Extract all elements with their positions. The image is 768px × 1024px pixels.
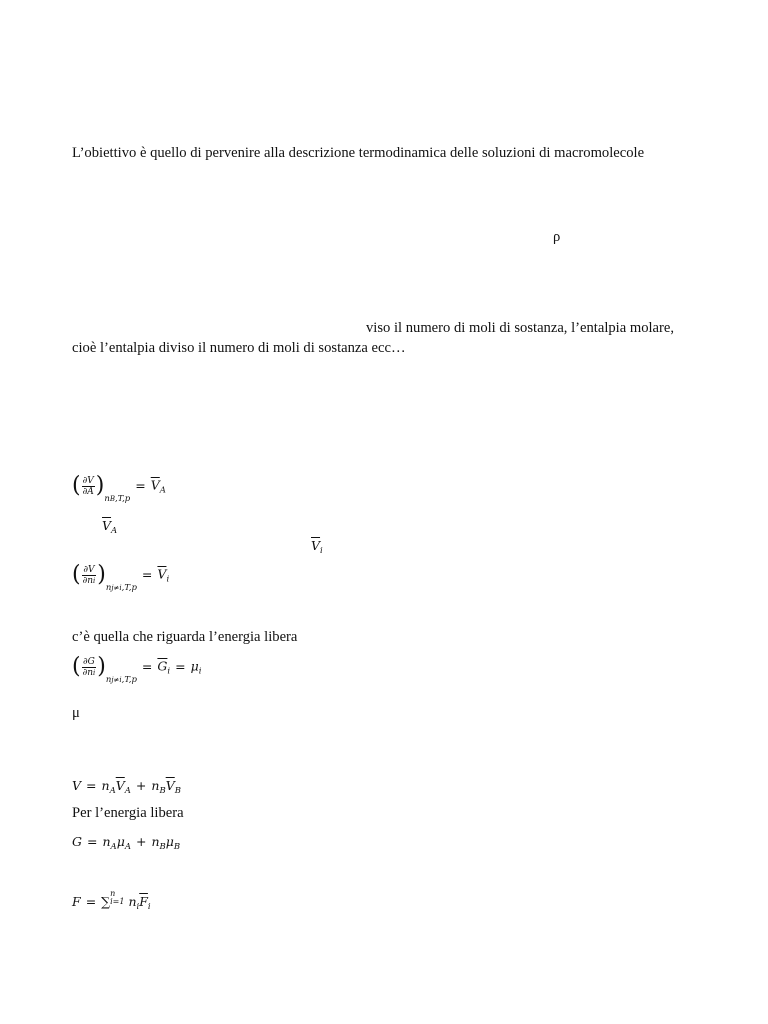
intro-text: L’obiettivo è quello di pervenire alla descrizione termodinamica delle soluzioni di macromolecole bbox=[72, 145, 645, 161]
mu-symbol: μ bbox=[72, 705, 80, 721]
vbar-i-symbol: $\overline{V}_i$ bbox=[311, 538, 323, 556]
per-energia-text: Per l’energia libera bbox=[72, 805, 184, 821]
free-energy-text: c’è quella che riguarda l’energia libera bbox=[72, 629, 298, 645]
volume-sum-equation: $V = n_A\overline{V}_A + n_B\overline{V}_B$ bbox=[72, 778, 181, 796]
gibbs-sum-equation: $G = n_A\mu_A + n_B\mu_B$ bbox=[72, 834, 181, 852]
general-sum-equation: F = ∑ n i=1 $n_i\overline{F}_i$ bbox=[72, 889, 151, 912]
chemical-potential-equation: ( $\frac{\partial G}{\partial ni}$ )$_{nj\ne i,T,p}= \overline{G}_i = \mu_i$ bbox=[72, 654, 202, 685]
partial-volume-equation-i: ( $\frac{\partial V}{\partial ni}$ )$_{nj\ne i,T,p}= \overline{V}_i$ bbox=[72, 562, 170, 593]
rho-symbol: ρ bbox=[553, 229, 561, 245]
molar-text-line2: cioè l’entalpia diviso il numero di moli di sostanza ecc… bbox=[72, 340, 406, 356]
vbar-a-symbol: $\overline{V}_A$ bbox=[102, 518, 118, 536]
partial-volume-equation-a: ( $\frac{\partial V}{\partial A}$ )$_{nB,T,p}= \overline{V}_A$ bbox=[72, 473, 166, 504]
molar-text-line1: viso il numero di moli di sostanza, l’entalpia molare, bbox=[366, 320, 675, 336]
